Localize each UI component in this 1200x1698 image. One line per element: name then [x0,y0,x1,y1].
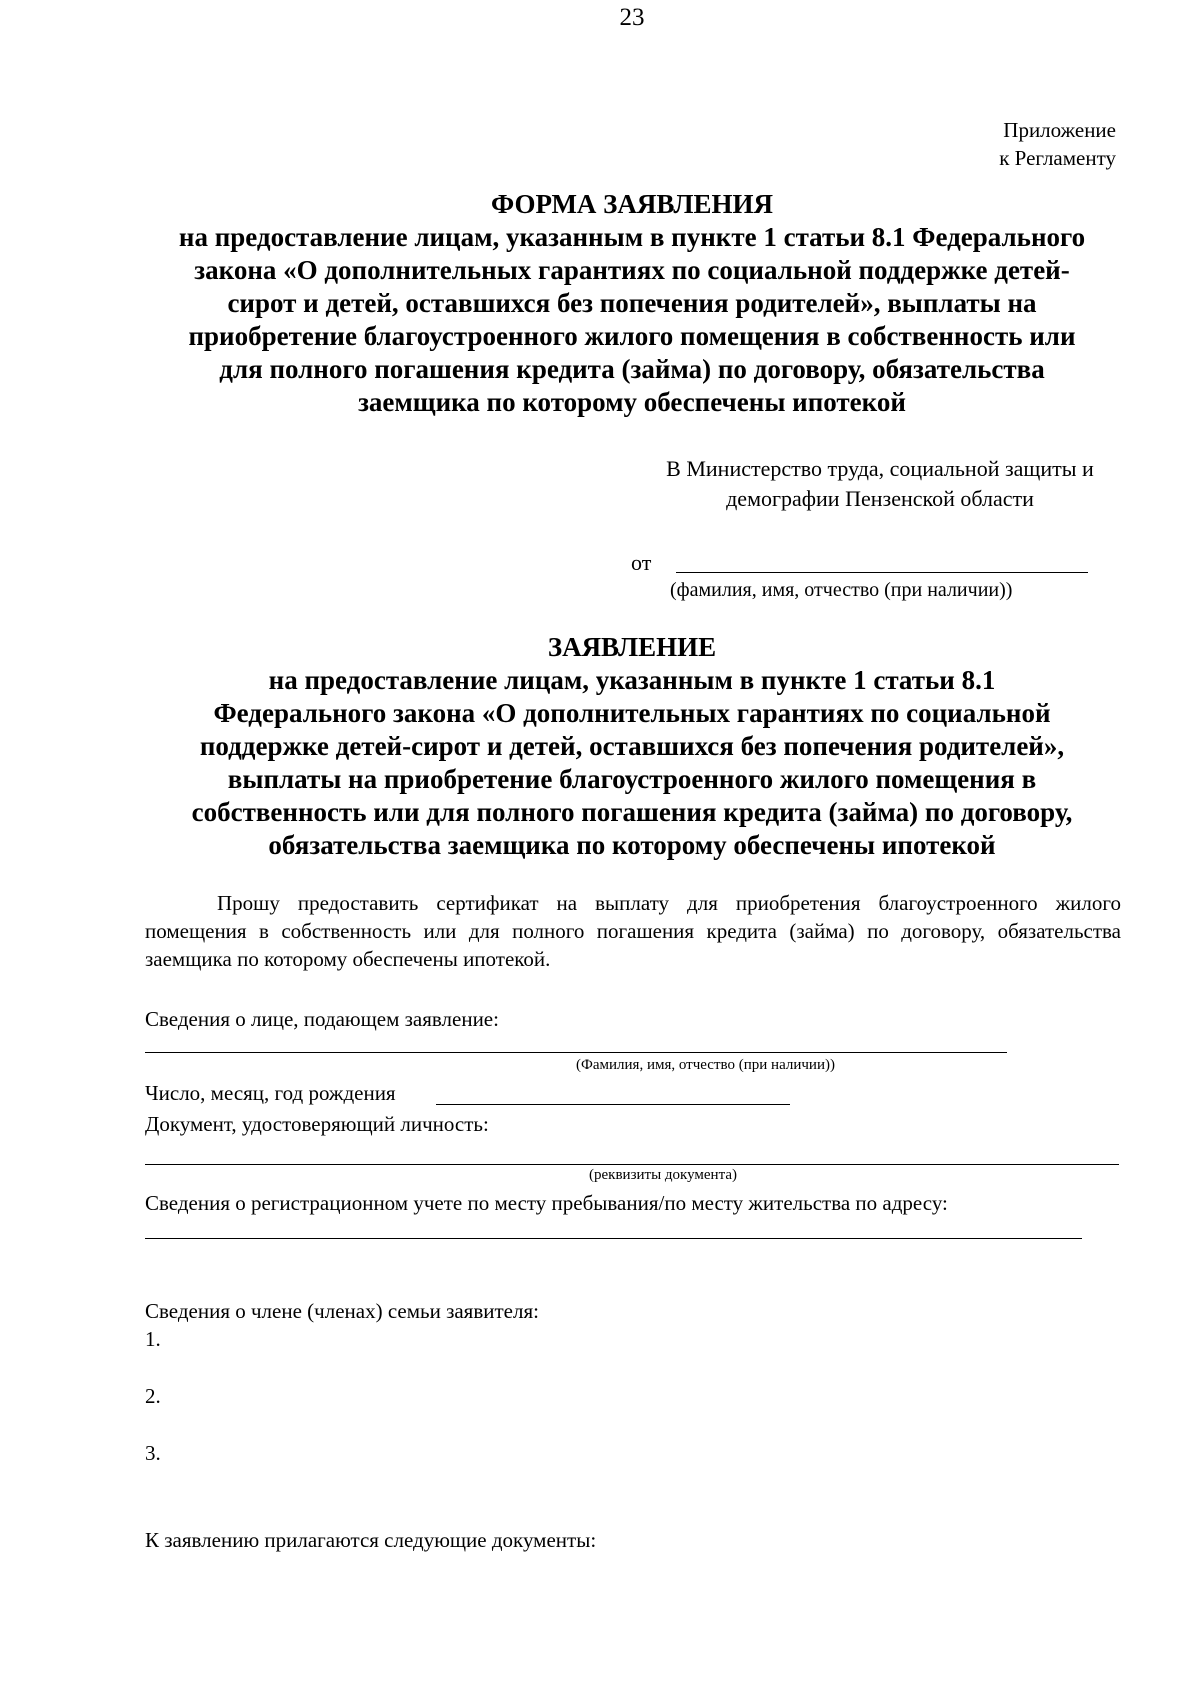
form-heading-line: заемщика по которому обеспечены ипотекой [358,387,906,417]
appendix-note [999,116,1116,172]
application-heading-line: на предоставление лицам, указанным в пункте 1 статьи 8.1 [268,665,996,695]
application-heading-line: выплаты на приобретение благоустроенного жилого помещения в [227,764,1037,794]
applicant-section-label: Сведения о лице, подающем заявление: [145,1007,499,1031]
application-heading-line: поддержке детей-сирот и детей, оставшихся без попечения родителей», [199,731,1065,761]
application-heading [120,631,1144,862]
family-member-item: 1. [145,1327,161,1351]
form-heading-line: на предоставление лицам, указанным в пункте 1 статьи 8.1 Федерального [178,222,1086,252]
appendix-line-1: Приложение [1003,118,1116,142]
birth-date-label: Число, месяц, год рождения [145,1081,396,1105]
registration-label: Сведения о регистрационном учете по месту пребывания/по месту жительства по адресу: [145,1191,948,1215]
application-title: ЗАЯВЛЕНИЕ [547,632,717,662]
attachments-label: К заявлению прилагаются следующие документы: [145,1528,597,1552]
id-document-blank[interactable] [145,1164,1119,1165]
application-heading-line: обязательства заемщика по которому обеспечены ипотекой [268,830,996,860]
from-name-blank[interactable] [676,572,1088,573]
application-heading-line: собственность или для полного погашения кредита (займа) по договору, [191,797,1073,827]
from-caption: (фамилия, имя, отчество (при наличии)) [670,579,1013,601]
form-heading-line: сирот и детей, оставшихся без попечения родителей», выплаты на [227,288,1037,318]
recipient-block [640,454,1120,514]
page-number: 23 [619,4,645,31]
form-title: ФОРМА ЗАЯВЛЕНИЯ [490,189,774,219]
form-heading-line: закона «О дополнительных гарантиях по социальной поддержке детей- [194,255,1070,285]
applicant-name-blank[interactable] [145,1052,1007,1053]
registration-address-blank[interactable] [145,1238,1082,1239]
family-section-label: Сведения о члене (членах) семьи заявителя: [145,1299,539,1323]
application-heading-line: Федерального закона «О дополнительных гарантиях по социальной [213,698,1051,728]
applicant-name-caption: (Фамилия, имя, отчество (при наличии)) [576,1057,835,1073]
form-heading-line: приобретение благоустроенного жилого помещения в собственность или [188,321,1076,351]
from-label: от [631,550,652,575]
recipient-line-2: демографии Пензенской области [726,486,1034,511]
family-member-item: 3. [145,1441,161,1465]
appendix-line-2: к Регламенту [999,146,1116,170]
form-heading-line: для полного погашения кредита (займа) по договору, обязательства [219,354,1045,384]
recipient-line-1: В Министерство труда, социальной защиты и [666,456,1094,481]
id-document-label: Документ, удостоверяющий личность: [145,1112,489,1136]
form-heading [120,188,1144,419]
family-member-item: 2. [145,1384,161,1408]
id-document-caption: (реквизиты документа) [589,1167,737,1183]
birth-date-blank[interactable] [436,1104,790,1105]
request-paragraph: Прошу предоставить сертификат на выплату для приобретения благоустроенного жилого помещения в собственность или для полного погашения кредита (займа) по договору, обязательства заемщика по которому обеспечены ипотекой. [145,891,1121,971]
